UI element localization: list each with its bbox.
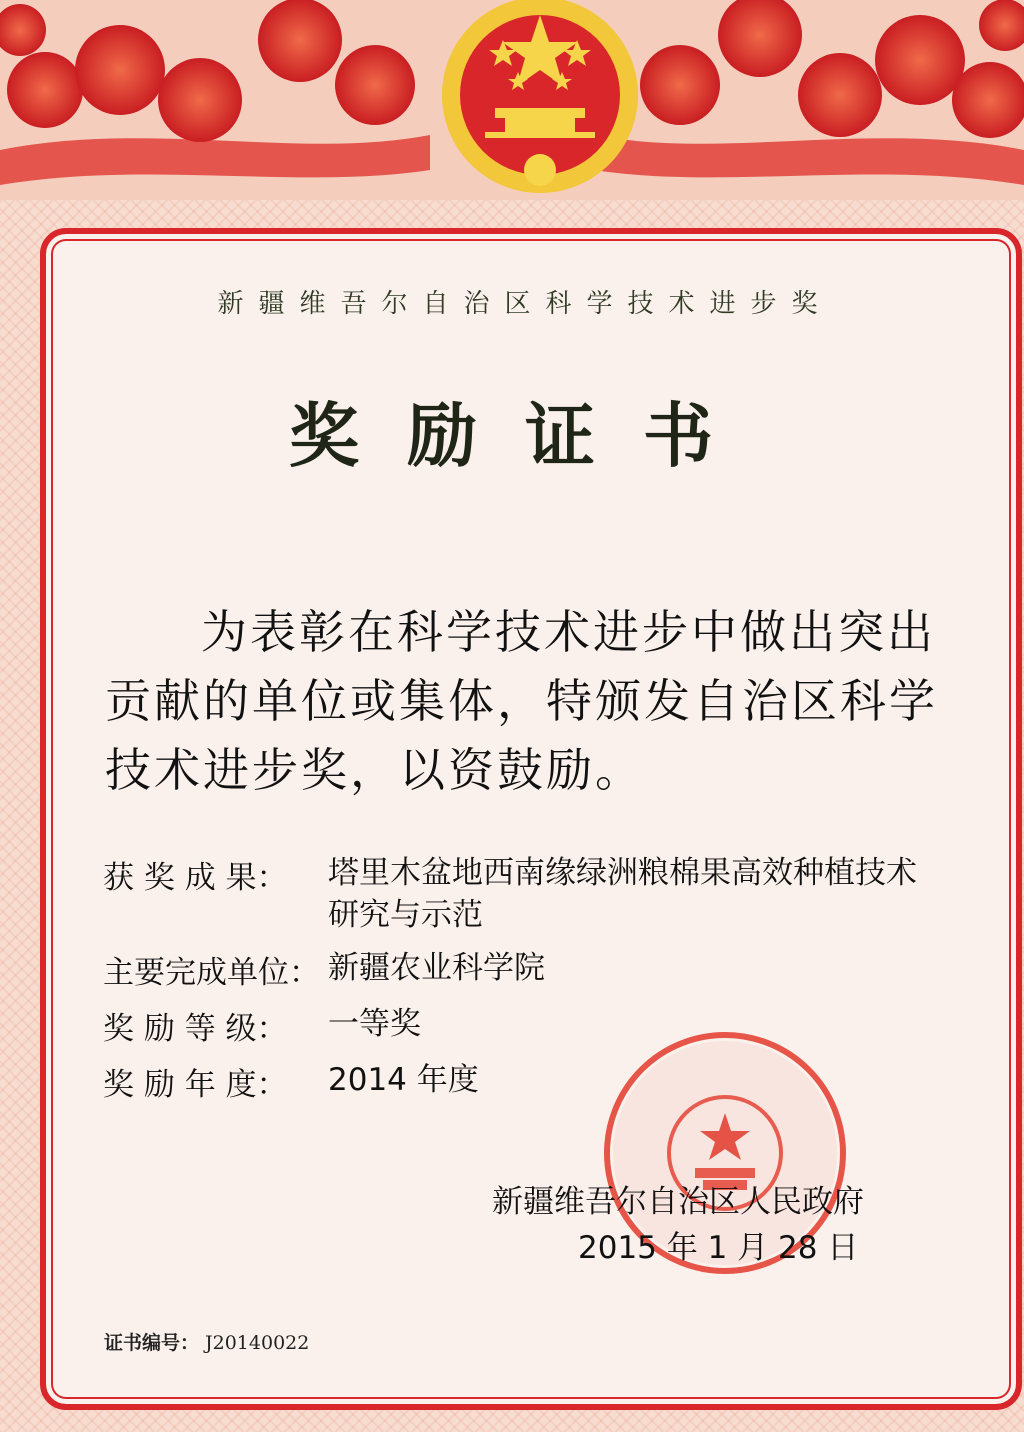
field-value: 2014 年度 <box>328 1062 479 1098</box>
field-value: 新疆农业科学院 <box>328 950 545 986</box>
field-value: 塔里木盆地西南缘绿洲粮棉果高效种植技术研究与示范 <box>328 855 917 933</box>
field-label: 奖 励 等 级： <box>103 1011 288 1047</box>
award-name: 新疆维吾尔自治区科学技术进步奖 <box>217 289 833 319</box>
field-label: 主要完成单位： <box>103 955 320 991</box>
field-label: 奖 励 年 度： <box>103 1067 288 1103</box>
citation-text: 为表彰在科学技术进步中做出突出贡献的单位或集体，特颁发自治区科学技术进步奖，以资鼓励。 <box>105 605 938 797</box>
certificate-title: 奖励证书 <box>289 395 761 477</box>
issue-date: 2015 年 1 月 28 日 <box>578 1230 859 1266</box>
certificate-number-label: 证书编号： <box>104 1332 200 1354</box>
issuing-authority: 新疆维吾尔自治区人民政府 <box>492 1184 864 1220</box>
certificate-number <box>104 1328 309 1355</box>
national-emblem-icon <box>442 0 638 193</box>
field-achievement <box>103 852 923 936</box>
certificate-number-value: J20140022 <box>205 1332 310 1354</box>
decorative-header <box>0 0 1024 200</box>
field-label: 获 奖 成 果： <box>103 860 288 896</box>
field-value: 一等奖 <box>328 1006 421 1042</box>
field-unit <box>103 947 923 992</box>
